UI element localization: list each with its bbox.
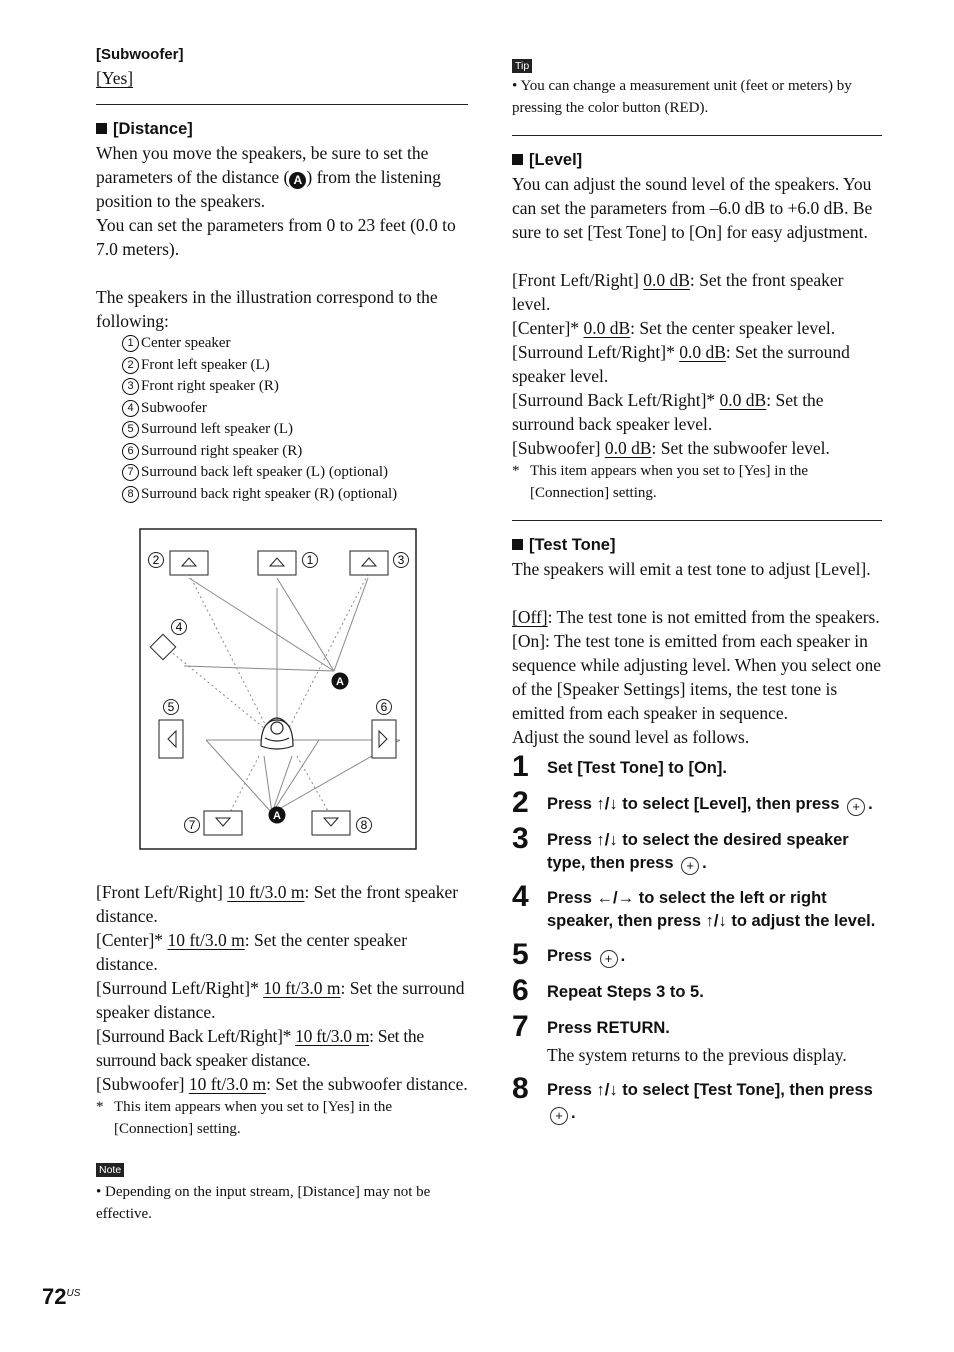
step-item: 2 Press ↑/↓ to select [Level], then press + . bbox=[512, 786, 873, 819]
level-setting: [Center]* 0.0 dB: Set the center speaker level. bbox=[512, 318, 836, 338]
svg-text:7: 7 bbox=[188, 818, 196, 832]
adjust-instructions: Adjust the sound level as follows. bbox=[512, 727, 750, 747]
distance-setting: [Surround Back Left/Right]* 10 ft/3.0 m: Set the surround back speaker distance. bbox=[96, 1026, 424, 1070]
number-circle-icon: 4 bbox=[122, 400, 139, 417]
distance-illustration-intro: The speakers in the illustration correspond to the following: bbox=[96, 287, 438, 331]
testtone-on: [On]: The test tone is emitted from each speaker in sequence while adjusting level. When you select one of the [Speaker Settings] items, the test tone is emitted from each speaker in sequence. bbox=[512, 631, 882, 723]
square-bullet-icon bbox=[96, 123, 107, 134]
step-item: 8 Press ↑/↓ to select [Test Tone], then press + . bbox=[512, 1072, 873, 1123]
enter-button-icon: + bbox=[600, 950, 618, 968]
number-circle-icon: 3 bbox=[122, 378, 139, 395]
number-circle-icon: 2 bbox=[122, 357, 139, 374]
list-item: 3 Front right speaker (R) bbox=[122, 376, 468, 398]
level-setting: [Surround Left/Right]* 0.0 dB: Set the surround speaker level. bbox=[512, 342, 850, 386]
step-item: 1 Set [Test Tone] to [On]. bbox=[512, 750, 727, 783]
level-intro: You can adjust the sound level of the speakers. You can set the parameters from –6.0 dB to +6.0 dB. Be sure to set [Test Tone] to [On] for easy adjustment. bbox=[512, 174, 873, 242]
marker-a-icon: A bbox=[289, 172, 306, 189]
number-circle-icon: 5 bbox=[122, 421, 139, 438]
step-item: 7 Press RETURN. bbox=[512, 1010, 670, 1043]
svg-text:4: 4 bbox=[175, 620, 183, 634]
list-item: 2 Front left speaker (L) bbox=[122, 355, 468, 377]
list-item: 1 Center speaker bbox=[122, 333, 468, 355]
right-column bbox=[512, 56, 882, 1133]
step-item: 4 Press ←/→ to select the left or right speaker, then press ↑/↓ to adjust the level. bbox=[512, 880, 876, 930]
enter-button-icon: + bbox=[847, 798, 865, 816]
svg-text:A: A bbox=[273, 810, 281, 822]
speaker-surround-back-right-icon bbox=[312, 811, 350, 835]
testtone-off: [Off]: The test tone is not emitted from the speakers. bbox=[512, 607, 880, 627]
distance-heading: [Distance] bbox=[96, 117, 468, 141]
list-item: 8 Surround back right speaker (R) (optional) bbox=[122, 484, 468, 506]
speaker-surround-left-icon bbox=[159, 720, 183, 758]
steps-list bbox=[512, 750, 882, 1125]
square-bullet-icon bbox=[512, 539, 523, 550]
speaker-list bbox=[122, 333, 468, 505]
step-result: The system returns to the previous display. bbox=[547, 1045, 847, 1065]
number-circle-icon: 6 bbox=[122, 443, 139, 460]
svg-text:8: 8 bbox=[360, 818, 368, 832]
speaker-layout-diagram bbox=[139, 528, 417, 850]
tip-text: • You can change a measurement unit (feet or meters) by pressing the color button (RED). bbox=[512, 78, 852, 116]
distance-range: You can set the parameters from 0 to 23 feet (0.0 to 7.0 meters). bbox=[96, 215, 456, 259]
subwoofer-value bbox=[96, 66, 468, 90]
speaker-front-left-icon bbox=[170, 551, 208, 575]
footnote: * This item appears when you set to [Yes] in the [Connection] setting. bbox=[96, 1099, 393, 1137]
step-item: 5 Press + . bbox=[512, 938, 626, 971]
subwoofer-heading: [Subwoofer] bbox=[96, 46, 184, 63]
svg-text:3: 3 bbox=[397, 553, 405, 567]
step-item: 6 Repeat Steps 3 to 5. bbox=[512, 974, 704, 1007]
level-heading: [Level] bbox=[512, 148, 882, 172]
level-setting: [Subwoofer] 0.0 dB: Set the subwoofer level. bbox=[512, 438, 830, 458]
note-text: • Depending on the input stream, [Distance] may not be effective. bbox=[96, 1184, 431, 1222]
list-item: 4 Subwoofer bbox=[122, 398, 468, 420]
page-number: $72^{US}$ bbox=[42, 1284, 81, 1309]
step-item: 3 Press ↑/↓ to select the desired speaker type, then press + . bbox=[512, 822, 849, 873]
distance-setting: [Center]* 10 ft/3.0 m: Set the center speaker distance. bbox=[96, 930, 408, 974]
note-badge: Note bbox=[96, 1163, 124, 1177]
distance-setting: [Front Left/Right] 10 ft/3.0 m: Set the front speaker distance. bbox=[96, 882, 459, 926]
testtone-intro: The speakers will emit a test tone to adjust [Level]. bbox=[512, 559, 871, 579]
enter-button-icon: + bbox=[550, 1107, 568, 1125]
number-circle-icon: 8 bbox=[122, 486, 139, 503]
distance-setting: [Surround Left/Right]* 10 ft/3.0 m: Set the surround speaker distance. bbox=[96, 978, 465, 1022]
speaker-front-right-icon bbox=[350, 551, 388, 575]
subwoofer-default: [Yes] bbox=[96, 68, 134, 88]
speaker-surround-back-left-icon bbox=[204, 811, 242, 835]
level-setting: [Surround Back Left/Right]* 0.0 dB: Set the surround back speaker level. bbox=[512, 390, 824, 434]
list-item: 7 Surround back left speaker (L) (optional) bbox=[122, 462, 468, 484]
svg-text:2: 2 bbox=[152, 553, 160, 567]
diagram-frame bbox=[140, 529, 416, 849]
number-circle-icon: 7 bbox=[122, 464, 139, 481]
svg-text:5: 5 bbox=[167, 700, 175, 714]
list-item: 6 Surround right speaker (R) bbox=[122, 441, 468, 463]
svg-text:1: 1 bbox=[306, 553, 314, 567]
tip-badge: Tip bbox=[512, 59, 532, 73]
speaker-surround-right-icon bbox=[372, 720, 396, 758]
svg-text:A: A bbox=[336, 676, 344, 688]
number-circle-icon: 1 bbox=[122, 335, 139, 352]
list-item: 5 Surround left speaker (L) bbox=[122, 419, 468, 441]
square-bullet-icon bbox=[512, 154, 523, 165]
svg-text:6: 6 bbox=[380, 700, 388, 714]
testtone-heading: [Test Tone] bbox=[512, 533, 882, 557]
level-setting: [Front Left/Right] 0.0 dB: Set the front speaker level. bbox=[512, 270, 844, 314]
enter-button-icon: + bbox=[681, 857, 699, 875]
speaker-center-icon bbox=[258, 551, 296, 575]
footnote: * This item appears when you set to [Yes] in the [Connection] setting. bbox=[512, 463, 809, 501]
distance-intro: When you move the speakers, be sure to set the parameters of the distance ( A ) from the listening position to the speakers. bbox=[96, 143, 442, 211]
distance-setting: [Subwoofer] 10 ft/3.0 m: Set the subwoofer distance. bbox=[96, 1074, 468, 1094]
